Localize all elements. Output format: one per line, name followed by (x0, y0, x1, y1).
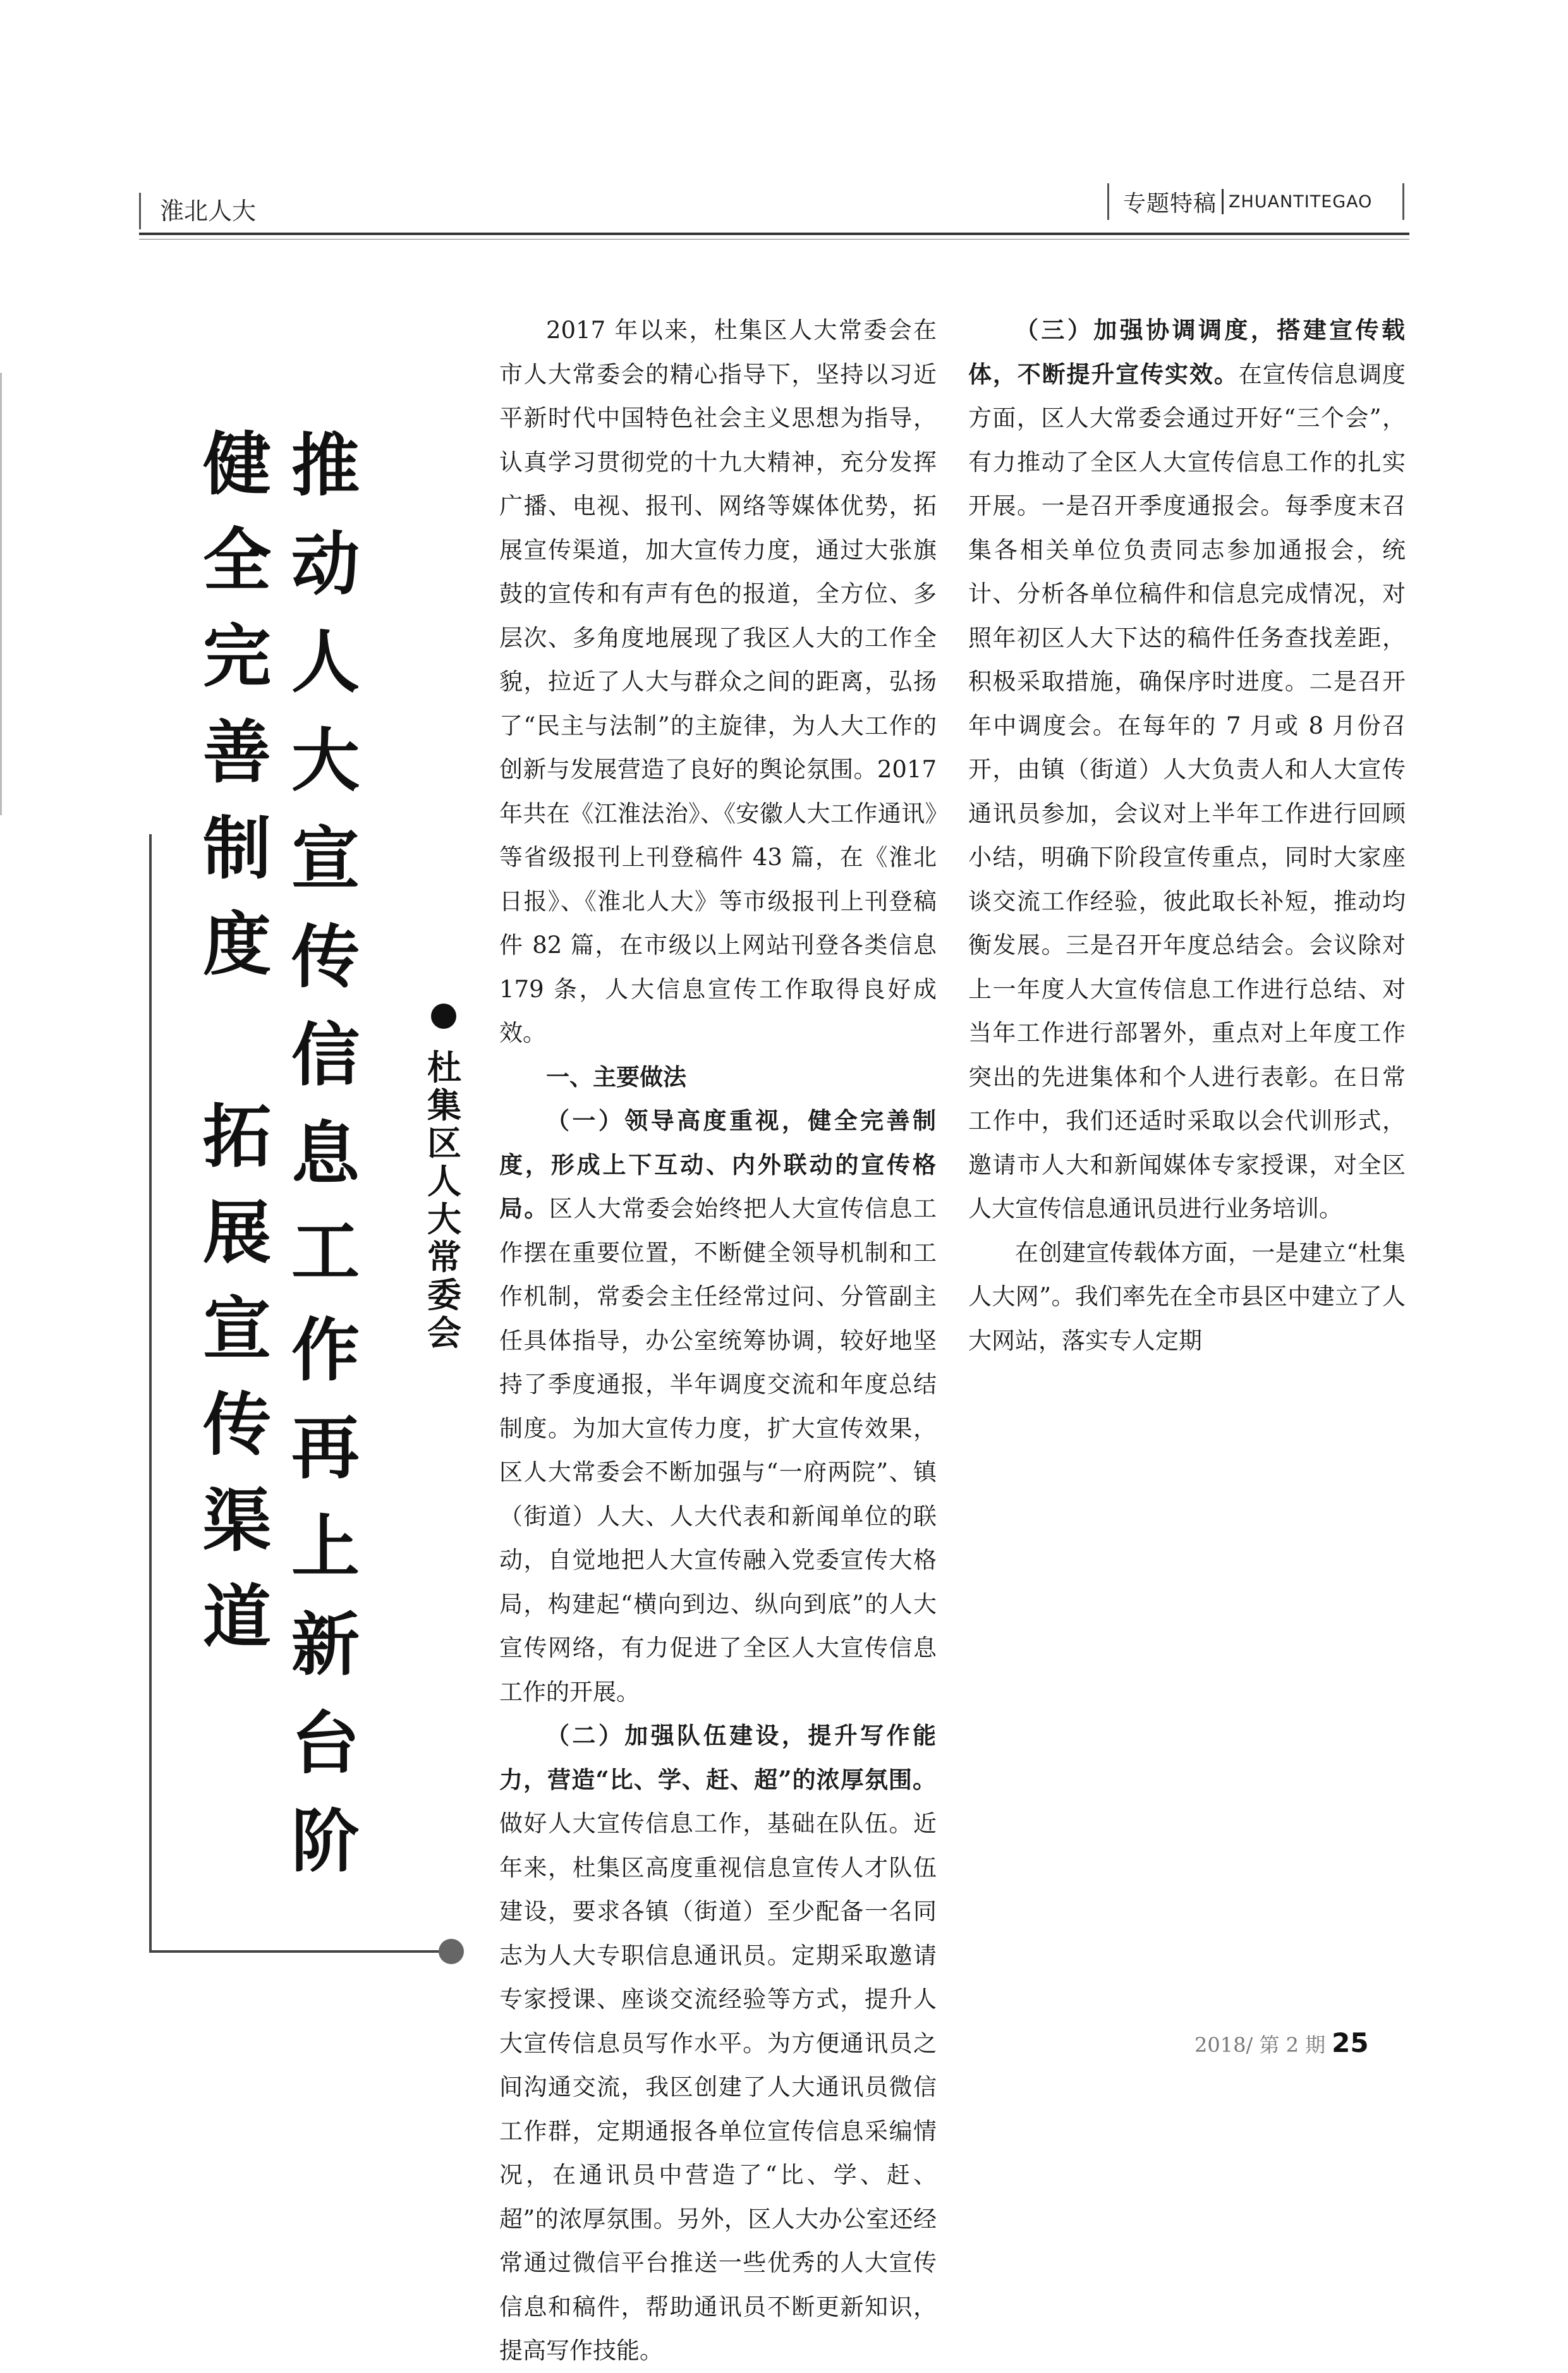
section-heading: 一、主要做法 (546, 1063, 686, 1091)
title-char: 再 (291, 1409, 360, 1488)
article-subtitle (190, 417, 284, 1666)
subtitle-char: 制 (202, 810, 271, 889)
title-char: 人 (291, 623, 360, 702)
subtitle-char: 传 (202, 1386, 271, 1465)
paragraph-lead: （一）领导高度重视，健全完善制度，形成上下互动、内外联动的宣传格局。 (499, 1107, 937, 1222)
decorative-vertical-line (149, 834, 152, 1953)
paragraph-text: 在宣传信息调度方面，区人大常委会通过开好“三个会”，有力推动了全区人大宣传信息工作的扎实开展。一是召开季度通报会。每季度末召集各相关单位负责同志参加通报会，统计、分析各单位稿件和信息完成情况，对照年初区人大下达的稿件任务查找差距，积极采取措施，确保序时进度。二是召开年中调度会。在每年的 7 月或 8 月份召开，由镇（街道）人大负责人和人大宣传通讯员参加，会议对上半年工作进行回顾小结，明确下阶段宣传重点，同时大家座谈交流工作经验，彼此取长补短，推动均衡发展。三是召开年度总结会。会议除对上一年度人大宣传信息工作进行总结、对当年工作进行部署外，重点对上年度工作突出的先进集体和个人进行表彰。在日常工作中，我们还适时采取以会代训形式，邀请市人大和新闻媒体专家授课，对全区人大宣传信息通讯员进行业务培训。 (968, 360, 1406, 1222)
section-name-en: ZHUANTITEGAO (1229, 191, 1373, 212)
paragraph-text: 做好人大宣传信息工作，基础在队伍。近年来，杜集区高度重视信息宣传人才队伍建设，要求各镇（街道）至少配备一名同志为人大专职信息通讯员。定期采取邀请专家授课、座谈交流经验等方式，提升人大宣传信息员写作水平。为方便通讯员之间沟通交流，我区创建了人大通讯员微信工作群，定期通报各单位宣传信息采编情况，在通讯员中营造了“比、学、赶、超”的浓厚氛围。另外，区人大办公室还经常通过微信平台推送一些优秀的人大宣传信息和稿件，帮助通讯员不断更新知识，提高写作技能。 (499, 1810, 937, 2364)
paragraph-intro: 2017 年以来，杜集区人大常委会在市人大常委会的精心指导下，坚持以习近平新时代中国特色社会主义思想为指导，认真学习贯彻党的十九大精神，充分发挥广播、电视、报刊、网络等媒体优势，拓展宣传渠道，加大宣传力度，通过大张旗鼓的宣传和有声有色的报道，全方位、多层次、多角度地展现了我区人大的工作全貌，拉近了人大与群众之间的距离，弘扬了“民主与法制”的主旋律，为人大工作的创新与发展营造了良好的舆论氛围。2017 年共在《江淮法治》、《安徽人大工作通讯》等省级报刊上刊登稿件 43 篇，在《淮北日报》、《淮北人大》等市级报刊上刊登稿件 82 篇，在市级以上网站刊登各类信息 179 条，人大信息宣传工作取得良好成效。 (499, 317, 937, 1047)
issue-number: 2018/ 第 2 期 (1194, 2033, 1326, 2057)
text-column-1 (499, 308, 937, 2373)
subtitle-char: 度 (202, 906, 271, 985)
author-char: 委 (427, 1275, 461, 1315)
author-char: 人 (427, 1162, 461, 1201)
title-char: 推 (291, 427, 360, 506)
title-char: 息 (291, 1114, 360, 1194)
paragraph-lead: （三）加强协调调度，搭建宣传载体，不断提升宣传实效。 (968, 316, 1406, 388)
section-label (1107, 183, 1404, 220)
title-char: 大 (291, 721, 360, 801)
header-rule (139, 233, 1409, 235)
title-char: 动 (291, 525, 360, 604)
paragraph-carrier: 在创建宣传载体方面，一是建立“杜集人大网”。我们率先在全市县区中建立了人大网站，落实专人定期 (968, 1239, 1406, 1354)
author-char: 杜 (427, 1048, 461, 1088)
author-char: 常 (427, 1237, 461, 1277)
paragraph-text: 区人大常委会始终把人大宣传信息工作摆在重要位置，不断健全领导机制和工作机制，常委会主任经常过问、分管副主任具体指导，办公室统筹协调，较好地坚持了季度通报，半年调度交流和年度总结制度。为加大宣传力度，扩大宣传效果，区人大常委会不断加强与“一府两院”、镇（街道）人大、人大代表和新闻单位的联动，自觉地把人大宣传融入党委宣传大格局，构建起“横向到边、纵向到底”的人大宣传网络，有力促进了全区人大宣传信息工作的开展。 (499, 1195, 937, 1706)
paragraph-lead: （二）加强队伍建设，提升写作能力，营造“比、学、赶、超”的浓厚氛围。 (499, 1721, 937, 1793)
subtitle-char: 善 (202, 713, 271, 792)
author-char: 集 (427, 1086, 461, 1126)
header-rule-thin (139, 239, 1409, 240)
subtitle-char: 展 (202, 1194, 271, 1273)
section-divider (1222, 189, 1224, 214)
title-char: 上 (291, 1507, 360, 1587)
magazine-name: 淮北人大 (139, 193, 256, 229)
page-footer (1194, 2027, 1369, 2058)
title-char: 台 (291, 1704, 360, 1783)
subtitle-char: 全 (202, 521, 271, 600)
subtitle-char: 健 (202, 425, 271, 504)
title-char: 传 (291, 918, 360, 997)
subtitle-char: 道 (202, 1578, 271, 1657)
text-column-2 (968, 308, 1406, 1363)
author-char: 区 (427, 1124, 461, 1163)
paragraph-leadership (499, 1099, 937, 1714)
decorative-line-end-dot (439, 1939, 464, 1964)
decorative-horizontal-line (149, 1950, 446, 1953)
title-char: 新 (291, 1606, 360, 1685)
paragraph-coordination (968, 308, 1406, 1231)
title-char: 宣 (291, 820, 360, 899)
title-char: 信 (291, 1016, 360, 1095)
page-edge-mark (0, 373, 2, 815)
article-author (422, 1049, 466, 1352)
author-char: 会 (427, 1313, 461, 1353)
subtitle-char: 宣 (202, 1290, 271, 1369)
subtitle-char: 拓 (202, 1098, 271, 1177)
title-char: 工 (291, 1213, 360, 1292)
author-bullet (431, 1004, 456, 1029)
subtitle-char: 渠 (202, 1482, 271, 1561)
author-char: 大 (427, 1199, 461, 1239)
subtitle-char: 完 (202, 617, 271, 696)
title-char: 作 (291, 1311, 360, 1390)
article-title (278, 417, 373, 1891)
section-name-cn: 专题特稿 (1123, 190, 1217, 217)
page-number: 25 (1332, 2027, 1369, 2058)
paragraph-team (499, 1714, 937, 2373)
title-char: 阶 (291, 1802, 360, 1881)
